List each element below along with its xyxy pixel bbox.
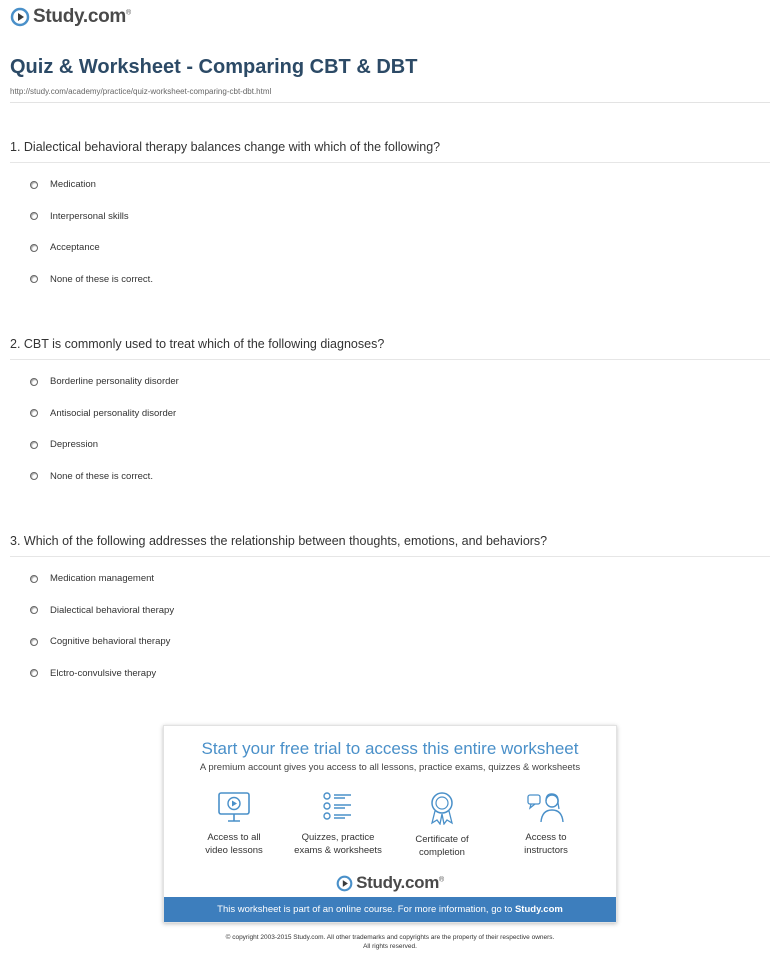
option-label: Medication management: [50, 573, 155, 585]
option-label: None of these is correct.: [50, 470, 153, 482]
option-label: Acceptance: [50, 242, 100, 254]
question-divider: [10, 359, 770, 360]
answer-option[interactable]: [30, 595, 174, 627]
answer-option[interactable]: [30, 461, 179, 493]
radio-button[interactable]: [30, 638, 38, 646]
answer-option[interactable]: [30, 232, 153, 264]
radio-button[interactable]: [30, 669, 38, 677]
feature-instructors: [496, 791, 596, 859]
play-circle-icon: [336, 875, 353, 892]
question-2-options: [30, 366, 179, 492]
certificate-icon: [425, 791, 459, 825]
option-label: None of these is correct.: [50, 273, 153, 285]
radio-button[interactable]: [30, 441, 38, 449]
answer-option[interactable]: [30, 366, 179, 398]
header-divider: [10, 102, 770, 103]
option-label: Elctro-convulsive therapy: [50, 667, 157, 679]
radio-button[interactable]: [30, 472, 38, 480]
course-info-bar: [164, 897, 616, 922]
logo-text: Study.com®: [356, 873, 444, 892]
feature-label: Certificate of completion: [415, 834, 469, 858]
course-info-text: This worksheet is part of an online course. For more information, go to: [217, 904, 515, 915]
feature-list: [164, 791, 616, 859]
video-lesson-icon: [217, 791, 251, 823]
page-title: Quiz & Worksheet - Comparing CBT & DBT: [10, 56, 418, 78]
page-url[interactable]: http://study.com/academy/practice/quiz-worksheet-comparing-cbt-dbt.html: [10, 87, 272, 96]
radio-button[interactable]: [30, 275, 38, 283]
question-text: 1. Dialectical behavioral therapy balances change with which of the following?: [10, 140, 441, 154]
radio-button[interactable]: [30, 378, 38, 386]
option-label: Borderline personality disorder: [50, 376, 179, 388]
radio-button[interactable]: [30, 409, 38, 417]
copyright: [0, 933, 780, 951]
instructor-icon: [526, 791, 566, 823]
radio-button[interactable]: [30, 181, 38, 189]
feature-label: Quizzes, practice exams & worksheets: [294, 832, 382, 856]
feature-certificate: [392, 791, 492, 859]
question-3-options: [30, 563, 174, 689]
radio-button[interactable]: [30, 575, 38, 583]
copyright-line-1: © copyright 2003-2015 Study.com. All other trademarks and copyrights are the property of their respective owners.: [225, 934, 555, 941]
question-divider: [10, 556, 770, 557]
feature-video-lessons: [184, 791, 284, 859]
question-divider: [10, 162, 770, 163]
copyright-line-2: All rights reserved.: [363, 943, 417, 950]
quiz-list-icon: [321, 791, 355, 823]
option-label: Depression: [50, 439, 99, 451]
question-3: [10, 534, 770, 557]
answer-option[interactable]: [30, 563, 174, 595]
play-circle-icon: [10, 7, 30, 27]
option-label: Interpersonal skills: [50, 210, 129, 222]
question-2: [10, 337, 770, 360]
answer-option[interactable]: [30, 169, 153, 201]
radio-button[interactable]: [30, 606, 38, 614]
promo-heading[interactable]: Start your free trial to access this entire worksheet: [201, 739, 579, 758]
promo-subheading: A premium account gives you access to all lessons, practice exams, quizzes & worksheets: [199, 762, 581, 773]
feature-label: Access to instructors: [524, 832, 568, 856]
question-text: 2. CBT is commonly used to treat which of the following diagnoses?: [10, 337, 385, 351]
answer-option[interactable]: [30, 658, 174, 690]
answer-option[interactable]: [30, 626, 174, 658]
answer-option[interactable]: [30, 398, 179, 430]
feature-quizzes: [288, 791, 388, 859]
answer-option[interactable]: [30, 429, 179, 461]
question-1: [10, 140, 770, 163]
promo-study-logo[interactable]: [164, 873, 616, 893]
answer-option[interactable]: [30, 201, 153, 233]
answer-option[interactable]: [30, 264, 153, 296]
option-label: Antisocial personality disorder: [50, 407, 177, 419]
study-logo[interactable]: [10, 6, 131, 28]
option-label: Dialectical behavioral therapy: [50, 604, 175, 616]
free-trial-promo: [163, 725, 617, 923]
question-text: 3. Which of the following addresses the relationship between thoughts, emotions, and behaviors?: [10, 534, 548, 548]
option-label: Cognitive behavioral therapy: [50, 636, 171, 648]
radio-button[interactable]: [30, 212, 38, 220]
feature-label: Access to all video lessons: [205, 832, 263, 856]
question-1-options: [30, 169, 153, 295]
logo-text: Study.com®: [33, 6, 131, 27]
option-label: Medication: [50, 179, 96, 191]
study-link[interactable]: Study.com: [514, 904, 563, 915]
radio-button[interactable]: [30, 244, 38, 252]
